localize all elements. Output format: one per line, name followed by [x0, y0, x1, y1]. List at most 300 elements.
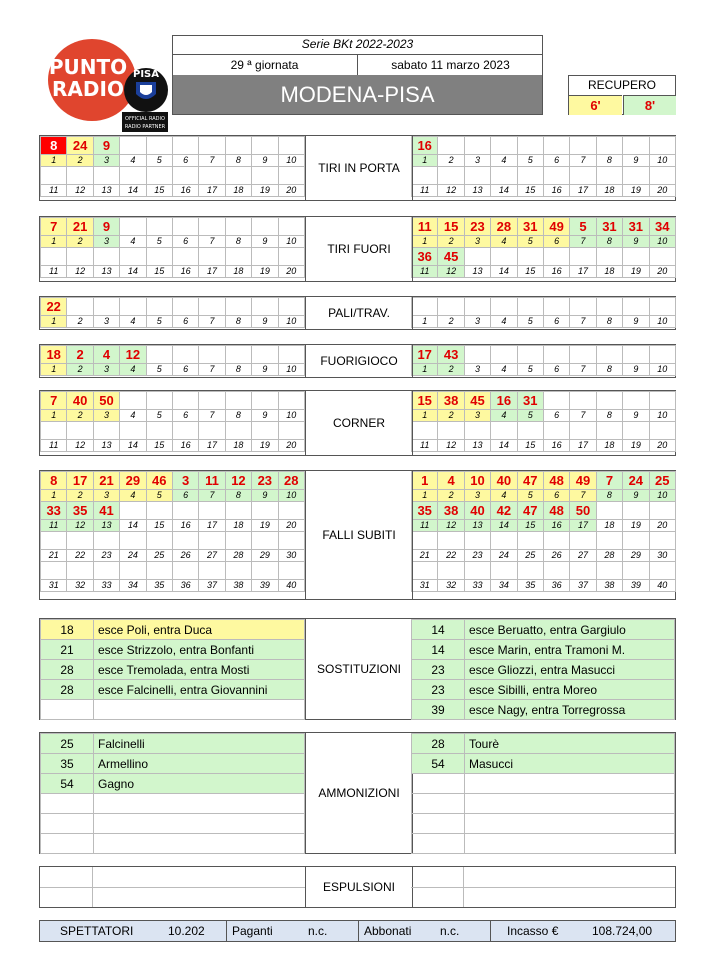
fuorigioco-label: FUORIGIOCO: [305, 345, 413, 377]
event-index: 13: [464, 440, 490, 452]
event-minute: [225, 218, 251, 236]
event-minute: [438, 532, 464, 550]
row-minute: [41, 794, 94, 814]
event-index: 3: [464, 410, 490, 422]
event-minute: [596, 346, 622, 364]
event-minute: [225, 392, 251, 410]
event-minute: [120, 167, 146, 185]
event-minute: [120, 218, 146, 236]
event-minute: [146, 298, 172, 316]
event-index: 14: [491, 440, 517, 452]
event-index: 27: [570, 550, 596, 562]
event-index: 36: [172, 580, 198, 592]
row-text: [94, 700, 305, 720]
event-minute: [543, 392, 569, 410]
event-minute: 2: [67, 346, 93, 364]
corner-left-grid: [40, 391, 305, 452]
event-index: 1: [412, 490, 438, 502]
event-minute: [570, 422, 596, 440]
event-minute: [67, 298, 93, 316]
event-minute: [464, 346, 490, 364]
list-row: [41, 640, 305, 660]
event-index: 10: [649, 316, 675, 328]
event-minute: [93, 532, 119, 550]
event-minute: [146, 248, 172, 266]
event-minute: [278, 422, 304, 440]
event-minute: [120, 248, 146, 266]
event-index: 20: [649, 185, 675, 197]
row-minute: 54: [412, 754, 465, 774]
event-index: 1: [412, 364, 438, 376]
event-index: 17: [199, 185, 225, 197]
event-minute: [172, 137, 198, 155]
event-minute: [623, 167, 649, 185]
event-minute: 24: [623, 472, 649, 490]
event-index: 18: [596, 266, 622, 278]
event-index: 40: [278, 580, 304, 592]
event-minute: [225, 502, 251, 520]
row-minute: 28: [412, 734, 465, 754]
list-row: [412, 640, 675, 660]
event-minute: [491, 298, 517, 316]
event-index: 23: [93, 550, 119, 562]
event-index: 16: [172, 185, 198, 197]
event-index: 6: [543, 490, 569, 502]
event-index: 8: [596, 410, 622, 422]
event-minute: [199, 392, 225, 410]
event-minute: 28: [278, 472, 304, 490]
row-minute: 35: [41, 754, 94, 774]
event-index: 12: [67, 520, 93, 532]
event-index: 25: [146, 550, 172, 562]
event-index: 18: [225, 266, 251, 278]
event-index: 1: [41, 316, 67, 328]
event-minute: [517, 346, 543, 364]
event-index: 14: [120, 440, 146, 452]
event-index: 3: [93, 364, 119, 376]
event-minute: [41, 532, 67, 550]
event-index: 1: [412, 155, 438, 167]
event-minute: [146, 137, 172, 155]
event-index: 9: [252, 410, 278, 422]
event-minute: [517, 532, 543, 550]
event-index: 6: [543, 236, 569, 248]
event-minute: [570, 532, 596, 550]
row-minute: [41, 814, 94, 834]
event-index: 6: [543, 364, 569, 376]
event-index: 20: [649, 440, 675, 452]
spettatori-value: 10.202: [168, 924, 205, 938]
event-index: 9: [623, 316, 649, 328]
event-index: 2: [438, 364, 464, 376]
event-index: 9: [252, 155, 278, 167]
list-row: [412, 700, 675, 720]
event-index: 10: [649, 155, 675, 167]
event-minute: 25: [649, 472, 675, 490]
event-index: 8: [596, 316, 622, 328]
event-index: 2: [438, 236, 464, 248]
event-minute: 31: [517, 218, 543, 236]
row-minute: [41, 834, 94, 854]
sostituzioni-right-table: [411, 619, 675, 720]
event-index: 7: [199, 155, 225, 167]
event-minute: [596, 167, 622, 185]
event-minute: [93, 422, 119, 440]
event-minute: 23: [252, 472, 278, 490]
event-minute: [172, 298, 198, 316]
event-minute: [412, 422, 438, 440]
event-minute: [543, 422, 569, 440]
recupero-first-half: 6': [569, 95, 622, 115]
logo-text-radio: RADIO: [52, 77, 124, 101]
event-index: 5: [517, 316, 543, 328]
list-row: [41, 680, 305, 700]
event-minute: [252, 422, 278, 440]
event-minute: 1: [412, 472, 438, 490]
event-minute: 4: [93, 346, 119, 364]
event-index: 13: [464, 266, 490, 278]
event-index: 18: [225, 440, 251, 452]
row-minute: 25: [41, 734, 94, 754]
row-text: esce Falcinelli, entra Giovannini: [94, 680, 305, 700]
event-index: 9: [623, 236, 649, 248]
event-index: 6: [172, 316, 198, 328]
list-row: [41, 660, 305, 680]
event-index: 6: [172, 364, 198, 376]
event-minute: [412, 167, 438, 185]
event-index: 17: [199, 266, 225, 278]
event-minute: 48: [543, 472, 569, 490]
tiri_fuori-right-grid: [411, 217, 676, 278]
event-index: 15: [517, 520, 543, 532]
corner-right-grid: [411, 391, 676, 452]
event-minute: [93, 562, 119, 580]
event-index: 10: [649, 410, 675, 422]
row-text: [465, 834, 675, 854]
event-index: 18: [596, 185, 622, 197]
event-minute: [199, 346, 225, 364]
event-minute: [517, 248, 543, 266]
row-minute: 23: [412, 660, 465, 680]
event-minute: [67, 532, 93, 550]
event-index: 20: [278, 266, 304, 278]
event-minute: [93, 167, 119, 185]
event-minute: 41: [93, 502, 119, 520]
event-index: 1: [412, 236, 438, 248]
event-minute: [464, 562, 490, 580]
row-minute: 18: [41, 620, 94, 640]
event-index: 8: [225, 490, 251, 502]
event-minute: [93, 298, 119, 316]
event-index: 28: [225, 550, 251, 562]
event-minute: 40: [67, 392, 93, 410]
event-index: 7: [570, 316, 596, 328]
event-minute: [623, 562, 649, 580]
event-minute: [596, 392, 622, 410]
fuorigioco-left-grid: [40, 345, 305, 376]
event-minute: [146, 562, 172, 580]
punto-radio-logo: [40, 30, 178, 135]
event-index: 7: [199, 236, 225, 248]
event-index: 19: [623, 266, 649, 278]
event-index: 19: [252, 185, 278, 197]
event-index: 35: [146, 580, 172, 592]
event-index: 37: [199, 580, 225, 592]
event-minute: [172, 167, 198, 185]
falli-left-grid: [40, 471, 305, 592]
event-index: 3: [93, 155, 119, 167]
event-minute: [596, 502, 622, 520]
event-index: 30: [278, 550, 304, 562]
event-minute: 47: [517, 472, 543, 490]
list-row: [412, 754, 675, 774]
event-minute: [438, 422, 464, 440]
event-index: 35: [517, 580, 543, 592]
event-index: 25: [517, 550, 543, 562]
logo-tag-official: OFFICIAL RADIO: [125, 116, 165, 122]
event-index: 33: [464, 580, 490, 592]
event-minute: [543, 298, 569, 316]
event-index: 9: [623, 155, 649, 167]
event-index: 14: [120, 185, 146, 197]
row-text: [465, 794, 675, 814]
event-index: 11: [412, 440, 438, 452]
event-minute: [543, 137, 569, 155]
event-index: 14: [491, 185, 517, 197]
event-index: 4: [120, 490, 146, 502]
event-minute: 22: [41, 298, 67, 316]
event-minute: [623, 346, 649, 364]
ammonizioni-label: AMMONIZIONI: [305, 733, 413, 853]
event-index: 21: [41, 550, 67, 562]
row-text: Falcinelli: [94, 734, 305, 754]
event-minute: 50: [570, 502, 596, 520]
event-minute: [517, 298, 543, 316]
row-text: [94, 794, 305, 814]
recupero-second-half: 8': [623, 95, 676, 115]
event-minute: [41, 167, 67, 185]
list-row: [41, 834, 305, 854]
row-minute: [412, 834, 465, 854]
event-minute: [543, 248, 569, 266]
event-minute: [172, 248, 198, 266]
event-minute: [278, 346, 304, 364]
event-minute: [278, 298, 304, 316]
event-index: 11: [41, 266, 67, 278]
event-minute: [570, 137, 596, 155]
event-index: 19: [252, 520, 278, 532]
event-index: 4: [491, 364, 517, 376]
event-index: 10: [278, 236, 304, 248]
event-index: 5: [517, 410, 543, 422]
list-row: [412, 794, 675, 814]
event-index: 36: [543, 580, 569, 592]
event-minute: [146, 422, 172, 440]
event-minute: [649, 167, 675, 185]
event-minute: [225, 298, 251, 316]
event-minute: [172, 502, 198, 520]
event-index: 14: [491, 520, 517, 532]
event-minute: [278, 392, 304, 410]
event-minute: [225, 562, 251, 580]
event-index: 2: [67, 155, 93, 167]
event-minute: [649, 562, 675, 580]
event-index: 4: [491, 236, 517, 248]
event-index: 17: [570, 440, 596, 452]
event-index: 18: [225, 520, 251, 532]
event-minute: 46: [146, 472, 172, 490]
event-index: 15: [146, 185, 172, 197]
event-minute: 21: [67, 218, 93, 236]
event-minute: [464, 298, 490, 316]
event-minute: 31: [596, 218, 622, 236]
event-minute: 16: [412, 137, 438, 155]
row-text: esce Nagy, entra Torregrossa: [465, 700, 675, 720]
event-minute: [120, 562, 146, 580]
row-text: [94, 834, 305, 854]
row-text: [465, 774, 675, 794]
event-minute: 12: [225, 472, 251, 490]
event-index: 18: [596, 440, 622, 452]
event-index: 12: [438, 520, 464, 532]
event-minute: [464, 422, 490, 440]
event-index: 16: [543, 266, 569, 278]
event-minute: [146, 346, 172, 364]
event-minute: 38: [438, 392, 464, 410]
event-minute: 43: [438, 346, 464, 364]
event-minute: [649, 248, 675, 266]
event-index: 24: [491, 550, 517, 562]
series-title: Serie BKt 2022-2023: [301, 37, 414, 51]
event-index: 2: [438, 316, 464, 328]
recupero-label: RECUPERO: [587, 78, 656, 92]
event-index: 5: [146, 155, 172, 167]
event-index: 12: [67, 266, 93, 278]
event-index: 8: [596, 364, 622, 376]
event-index: 2: [67, 236, 93, 248]
event-index: 17: [570, 520, 596, 532]
event-index: 12: [438, 440, 464, 452]
event-index: 15: [517, 266, 543, 278]
event-index: 6: [543, 155, 569, 167]
event-minute: [172, 346, 198, 364]
event-index: 38: [225, 580, 251, 592]
event-minute: [199, 248, 225, 266]
event-index: 9: [623, 410, 649, 422]
event-index: 17: [570, 266, 596, 278]
event-minute: [623, 298, 649, 316]
event-index: 1: [412, 316, 438, 328]
event-minute: [570, 167, 596, 185]
row-minute: [412, 774, 465, 794]
event-minute: [543, 562, 569, 580]
event-index: 8: [596, 236, 622, 248]
row-minute: 23: [412, 680, 465, 700]
row-text: esce Strizzolo, entra Bonfanti: [94, 640, 305, 660]
event-minute: 9: [93, 218, 119, 236]
event-minute: [649, 137, 675, 155]
event-minute: 11: [412, 218, 438, 236]
row-text: esce Marin, entra Tramoni M.: [465, 640, 675, 660]
abbonati-value: n.c.: [440, 924, 460, 938]
event-index: 24: [120, 550, 146, 562]
event-index: 5: [517, 155, 543, 167]
event-minute: [278, 502, 304, 520]
list-row: [412, 734, 675, 754]
event-index: 26: [172, 550, 198, 562]
list-row: [412, 814, 675, 834]
event-minute: [172, 532, 198, 550]
event-index: 11: [41, 185, 67, 197]
event-index: 1: [41, 364, 67, 376]
event-index: 11: [412, 266, 438, 278]
event-index: 4: [120, 236, 146, 248]
event-minute: 24: [67, 137, 93, 155]
event-index: 2: [67, 316, 93, 328]
event-minute: 3: [172, 472, 198, 490]
event-minute: [252, 346, 278, 364]
event-minute: [225, 137, 251, 155]
paganti-label: Paganti: [232, 924, 273, 938]
event-minute: [252, 502, 278, 520]
event-index: 8: [225, 236, 251, 248]
event-index: 21: [412, 550, 438, 562]
event-minute: [491, 248, 517, 266]
event-minute: [199, 298, 225, 316]
event-index: 1: [41, 490, 67, 502]
event-minute: [278, 218, 304, 236]
event-index: 2: [438, 155, 464, 167]
event-minute: [438, 562, 464, 580]
event-minute: [412, 298, 438, 316]
event-minute: [172, 422, 198, 440]
event-index: 4: [120, 410, 146, 422]
event-minute: [649, 298, 675, 316]
sostituzioni-label: SOSTITUZIONI: [305, 619, 413, 719]
row-minute: 21: [41, 640, 94, 660]
event-minute: [596, 248, 622, 266]
event-minute: 49: [543, 218, 569, 236]
event-index: 7: [199, 490, 225, 502]
event-minute: [252, 218, 278, 236]
event-minute: [649, 392, 675, 410]
event-index: 10: [278, 364, 304, 376]
event-index: 3: [464, 364, 490, 376]
event-minute: [278, 137, 304, 155]
row-text: esce Poli, entra Duca: [94, 620, 305, 640]
event-minute: 49: [570, 472, 596, 490]
event-index: 20: [278, 520, 304, 532]
event-index: 34: [491, 580, 517, 592]
event-minute: [517, 167, 543, 185]
event-index: 5: [146, 316, 172, 328]
event-minute: [93, 248, 119, 266]
event-index: 3: [464, 236, 490, 248]
event-index: 4: [120, 316, 146, 328]
event-minute: [623, 392, 649, 410]
event-minute: [146, 392, 172, 410]
event-index: 5: [517, 490, 543, 502]
event-index: 20: [278, 440, 304, 452]
event-minute: [172, 392, 198, 410]
match-date: sabato 11 marzo 2023: [391, 58, 510, 72]
event-minute: 38: [438, 502, 464, 520]
event-index: 18: [225, 185, 251, 197]
event-index: 5: [146, 236, 172, 248]
paganti-value: n.c.: [308, 924, 328, 938]
event-index: 13: [464, 185, 490, 197]
event-minute: 35: [412, 502, 438, 520]
